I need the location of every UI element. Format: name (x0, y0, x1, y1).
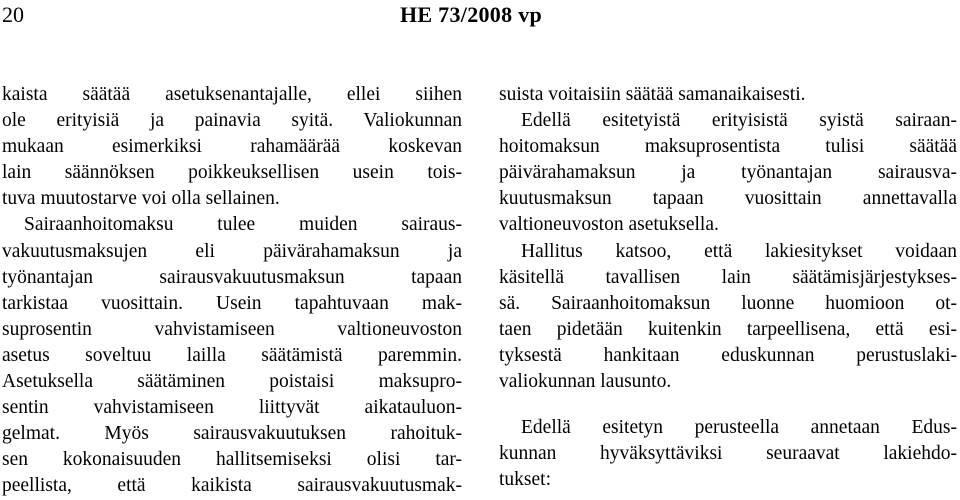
document-id: HE 73/2008 vp (400, 2, 543, 27)
text-line: valtioneuvoston asetuksella. (499, 214, 719, 236)
text-line: Sairaanhoitomaksu tulee muiden sairaus- (24, 214, 462, 236)
text-line: kunnan hyväksyttäviksi seuraavat lakiehdo- (499, 443, 957, 465)
text-line: käsitellä tavallisen lain säätämisjärjestykses- (499, 266, 957, 288)
text-line: sentin vahvistamiseen liittyvät aikatauluon- (2, 397, 462, 419)
text-line: Asetuksella säätäminen poistaisi maksupro- (2, 371, 462, 393)
text-line: Edellä esitetyistä erityisistä syistä sairaan- (521, 110, 957, 132)
text-line: kuutusmaksun tapaan vuosittain annettavalla (499, 188, 957, 210)
text-line: taen pidetään kuitenkin tarpeellisena, että esi- (499, 318, 957, 340)
text-line: peellista, että kaikista sairausvakuutusmak- (2, 475, 462, 497)
page-number: 20 (2, 2, 24, 27)
text-line: Edellä esitetyn perusteella annetaan Edus- (521, 417, 957, 439)
text-line: Hallitus katsoo, että lakiesitykset voidaan (521, 240, 957, 262)
right-text-column (499, 82, 957, 493)
text-line: työnantajan sairausvakuutusmaksun tapaan (2, 266, 462, 288)
text-line: suprosentin vahvistamiseen valtioneuvoston (2, 318, 462, 340)
text-line: ole erityisiä ja painavia syitä. Valiokunnan (2, 110, 462, 132)
text-line: päivärahamaksun ja työnantajan sairausva- (499, 162, 957, 184)
text-line: lain säännöksen poikkeuksellisen usein tois- (2, 162, 462, 184)
text-line: asetus soveltuu lailla säätämistä paremmin. (2, 344, 462, 366)
text-line: mukaan esimerkiksi rahamäärää koskevan (2, 136, 462, 158)
paragraph-gap (499, 395, 957, 415)
left-text-column (2, 82, 462, 500)
text-line: tyksestä hankitaan eduskunnan perustuslaki- (499, 344, 957, 366)
text-line: tuva muutostarve voi olla sellainen. (2, 188, 280, 210)
text-line: tarkistaa vuosittain. Usein tapahtuvaan mak- (2, 292, 462, 314)
text-line: kaista säätää asetuksenantajalle, ellei siihen (2, 84, 462, 105)
text-line: vakuutusmaksujen eli päivärahamaksun ja (2, 240, 462, 262)
text-line: tukset: (499, 469, 551, 491)
text-line: sen kokonaisuuden hallitsemiseksi olisi tar- (2, 449, 462, 471)
text-line: valiokunnan lausunto. (499, 371, 672, 393)
text-line: sä. Sairaanhoitomaksun luonne huomioon ot- (499, 292, 957, 314)
text-line: suista voitaisiin säätää samanaikaisesti. (499, 84, 806, 105)
text-line: gelmat. Myös sairausvakuutuksen rahoituk- (2, 423, 462, 445)
page-header (0, 0, 960, 40)
text-line: hoitomaksun maksuprosentista tulisi säätää (499, 136, 957, 158)
